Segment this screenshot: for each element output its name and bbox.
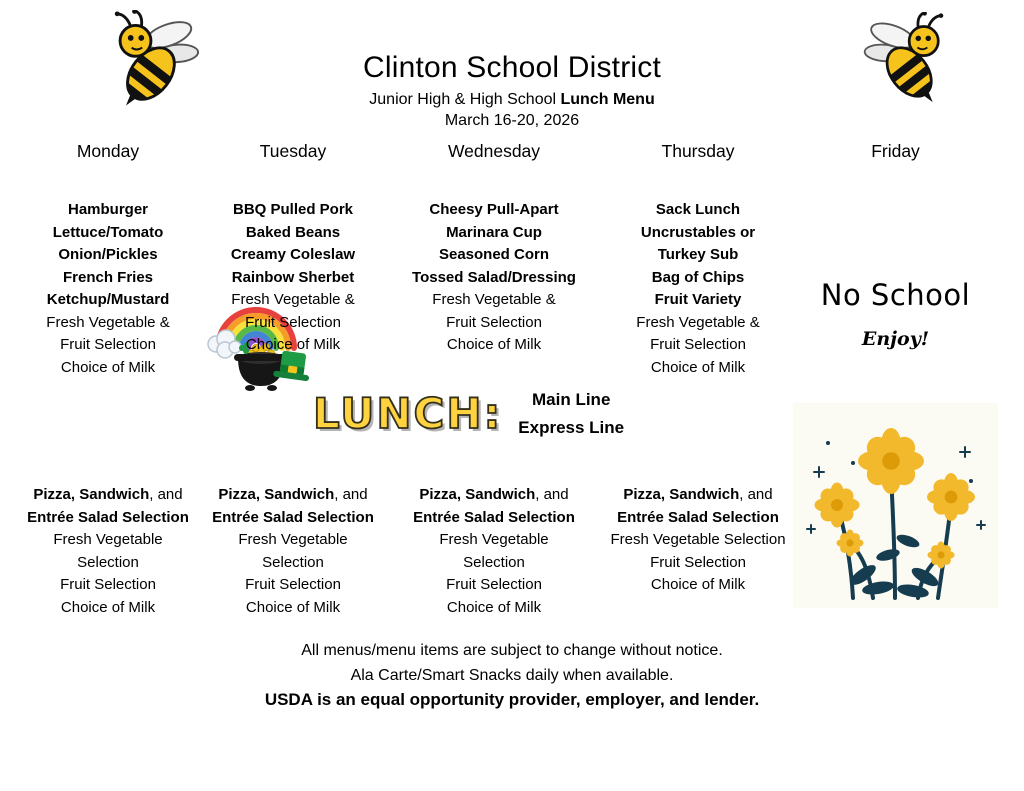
express-line-tuesday [203, 484, 383, 619]
footer-ala-carte-note: Ala Carte/Smart Snacks daily when available. [350, 667, 674, 684]
subtitle-lunch-menu: Lunch Menu [560, 91, 655, 108]
express-intro-suffix: , and [535, 486, 569, 503]
menu-item: Entrée Salad Selection [212, 508, 374, 526]
menu-item: Selection [463, 553, 525, 571]
no-school-text: No School [820, 278, 971, 312]
page-title: Clinton School District [362, 51, 662, 84]
main-line-thursday [598, 199, 798, 379]
express-intro-suffix: , and [739, 486, 773, 503]
menu-item: Onion/Pickles [58, 246, 158, 263]
menu-item: Choice of Milk [245, 336, 341, 353]
main-line-wednesday [394, 199, 594, 357]
express-intro-suffix: , and [149, 486, 183, 503]
express-line-thursday [598, 484, 798, 597]
express-intro-suffix: , and [334, 486, 368, 503]
menu-item: Tossed Salad/Dressing [412, 268, 576, 286]
lunch-banner [313, 386, 624, 442]
menu-item: Choice of Milk [60, 358, 156, 376]
menu-item: Fresh Vegetable & [432, 291, 556, 308]
menu-item: Fresh Vegetable [439, 531, 549, 548]
menu-item: BBQ Pulled Pork [232, 201, 354, 218]
footer-change-notice: All menus/menu items are subject to change without notice. [301, 642, 723, 659]
express-line-wednesday [394, 484, 594, 619]
enjoy-text: Enjoy! [861, 328, 930, 350]
footer-usda-statement: USDA is an equal opportunity provider, employer, and lender. [264, 690, 760, 709]
menu-item: Lettuce/Tomato [52, 223, 164, 241]
menu-item: Choice of Milk [60, 598, 156, 616]
day-header-friday: Friday [871, 141, 920, 161]
menu-item: Fruit Selection [650, 553, 746, 571]
express-intro-bold: Pizza, Sandwich [218, 486, 335, 503]
menu-item: Creamy Coleslaw [230, 246, 356, 263]
menu-date-range: March 16-20, 2026 [444, 112, 580, 129]
menu-item: Fruit Selection [650, 336, 746, 353]
express-line-monday [10, 484, 206, 619]
day-header-monday: Monday [76, 141, 140, 161]
menu-item: Fruit Variety [654, 291, 742, 308]
express-line-label: Express Line [518, 418, 625, 437]
subtitle-school-level: Junior High & High School [369, 91, 561, 108]
menu-item: Choice of Milk [446, 336, 542, 353]
express-intro-bold: Pizza, Sandwich [623, 486, 740, 503]
menu-item: Rainbow Sherbet [231, 268, 355, 286]
menu-item: Fresh Vegetable & [46, 313, 170, 331]
menu-item [10, 484, 206, 507]
day-header-tuesday: Tuesday [259, 141, 327, 161]
menu-item: Entrée Salad Selection [617, 508, 779, 526]
menu-item: Turkey Sub [657, 246, 739, 263]
day-header-thursday: Thursday [661, 141, 735, 161]
menu-item: Fresh Vegetable [238, 531, 348, 548]
menu-item: Fruit Selection [446, 576, 542, 593]
menu-item: Baked Beans [245, 223, 341, 241]
menu-item: Choice of Milk [446, 598, 542, 616]
menu-item: Sack Lunch [655, 201, 741, 218]
menu-item: French Fries [62, 268, 154, 286]
main-line-monday [10, 199, 206, 379]
express-intro-bold: Pizza, Sandwich [33, 486, 150, 503]
menu-item: Choice of Milk [650, 576, 746, 593]
menu-item: Fresh Vegetable [53, 531, 163, 548]
menu-item: Fruit Selection [60, 576, 156, 593]
menu-item [394, 484, 594, 507]
main-line-tuesday [203, 199, 383, 357]
menu-item: Fruit Selection [245, 576, 341, 593]
menu-item: Marinara Cup [446, 223, 542, 241]
menu-item [598, 484, 798, 507]
menu-item: Fruit Selection [446, 313, 542, 331]
menu-item: Seasoned Corn [438, 246, 550, 263]
lunch-word: LUNCH: [313, 389, 503, 438]
menu-item: Bag of Chips [651, 268, 745, 286]
menu-item: Ketchup/Mustard [46, 291, 170, 308]
menu-item: Fresh Vegetable & [636, 313, 760, 331]
menu-item: Hamburger [67, 201, 149, 218]
menu-item: Entrée Salad Selection [27, 508, 189, 526]
express-intro-bold: Pizza, Sandwich [419, 486, 536, 503]
menu-item: Uncrustables or [640, 223, 756, 241]
menu-item [203, 484, 383, 507]
menu-item: Fruit Selection [60, 336, 156, 353]
line-labels [518, 386, 624, 442]
menu-item: Cheesy Pull-Apart [429, 201, 559, 218]
menu-item: Fruit Selection [245, 313, 341, 331]
menu-item: Choice of Milk [650, 358, 746, 376]
menu-item: Selection [77, 553, 139, 571]
menu-header [0, 50, 1024, 131]
menu-item: Entrée Salad Selection [413, 508, 575, 526]
menu-item: Fresh Vegetable Selection [610, 531, 786, 548]
day-header-wednesday: Wednesday [447, 141, 541, 161]
menu-item: Selection [262, 553, 324, 571]
menu-item: Choice of Milk [245, 598, 341, 616]
yellow-buttercup-flowers-illustration [793, 403, 998, 608]
main-line-label: Main Line [532, 390, 611, 409]
menu-item: Fresh Vegetable & [231, 291, 355, 308]
menu-subtitle [0, 89, 1024, 110]
